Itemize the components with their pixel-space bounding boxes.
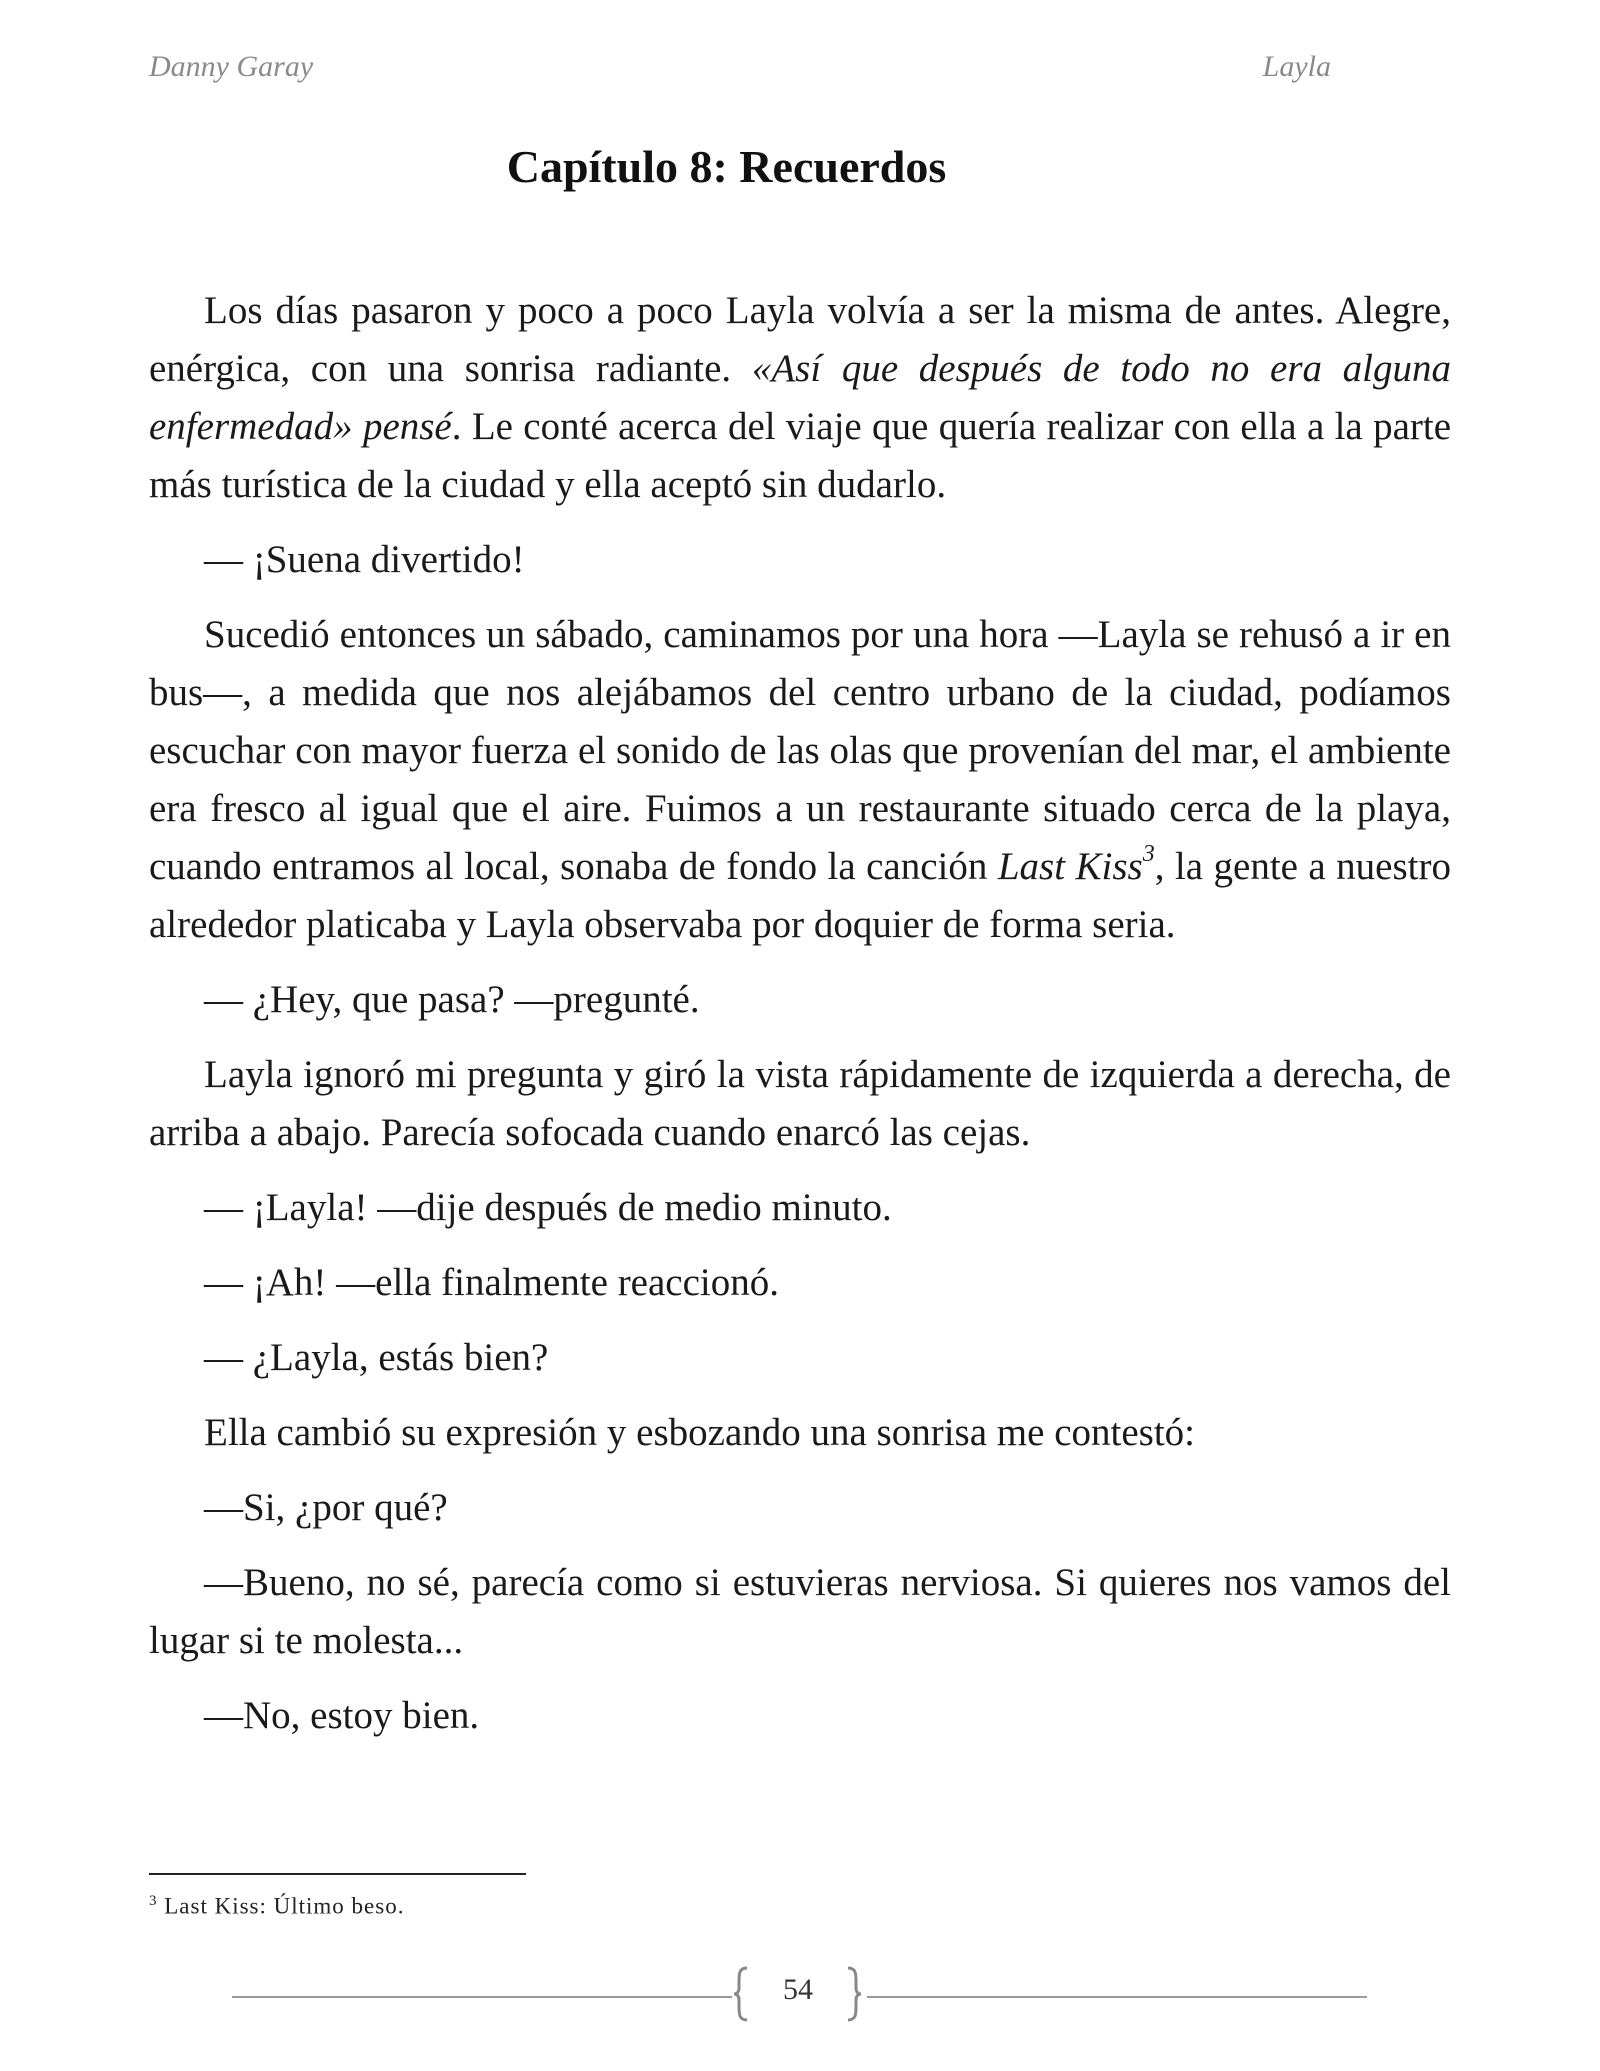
- right-brace-icon: [846, 1966, 862, 2022]
- paragraph-text: Los días pasaron y poco a poco Layla volvía a ser la misma de antes. Alegre, enérgica, con una sonrisa radiante.: [149, 289, 1451, 390]
- dialogue-line: — ¿Hey, que pasa? —pregunté.: [204, 978, 700, 1021]
- song-title: Last Kiss: [997, 845, 1143, 888]
- footnote: [149, 1893, 1149, 1920]
- paragraph-text: . Le conté acerca del viaje que quería realizar con ella a la parte más turística de la ciudad y ella aceptó sin dudarlo.: [149, 405, 1452, 506]
- dialogue-line: —Bueno, no sé, parecía como si estuvieras nerviosa. Si quieres nos vamos del lugar si te molesta...: [149, 1561, 1451, 1662]
- paragraph: Ella cambió su expresión y esbozando una sonrisa me contestó:: [204, 1411, 1195, 1454]
- dialogue-line: —No, estoy bien.: [204, 1694, 480, 1737]
- running-header: [149, 50, 1331, 90]
- header-author: Danny Garay: [149, 50, 314, 83]
- left-brace-icon: [733, 1966, 749, 2022]
- body-text: [149, 282, 1451, 1762]
- dialogue-line: — ¡Ah! —ella finalmente reaccionó.: [204, 1261, 780, 1304]
- paragraph: [149, 282, 1451, 514]
- chapter-title: Capítulo 8: Recuerdos: [506, 141, 947, 192]
- page-footer: [232, 1966, 1367, 2026]
- dialogue-line: — ¿Layla, estás bien?: [204, 1336, 549, 1379]
- header-book-title: Layla: [1262, 50, 1331, 83]
- footer-rule-right: [867, 1996, 1367, 1998]
- paragraph-text: Sucedió entonces un sábado, caminamos por una hora —Layla se rehusó a ir en bus—, a medida que nos alejábamos del centro urbano de la ciudad, podíamos escuchar con mayor fuerza el sonido de las olas que provenían del mar, el ambiente era fresco al igual que el aire. Fuimos a un restaurante situado cerca de la playa, cuando entramos al local, sonaba de fondo la canción: [149, 613, 1451, 888]
- page-number: 54: [783, 1973, 813, 2006]
- footnote-number: 3: [149, 1893, 158, 1909]
- paragraph: Layla ignoró mi pregunta y giró la vista rápidamente de izquierda a derecha, de arriba a abajo. Parecía sofocada cuando enarcó las cejas.: [149, 1053, 1451, 1154]
- footnote-separator: [149, 1873, 526, 1875]
- footer-rule-left: [232, 1996, 732, 1998]
- dialogue-line: — ¡Suena divertido!: [204, 538, 525, 581]
- paragraph-italic: «Así que después de todo no era alguna enfermedad» pensé: [149, 347, 1451, 448]
- footnote-reference[interactable]: 3: [1142, 841, 1155, 867]
- dialogue-line: — ¡Layla! —dije después de medio minuto.: [204, 1186, 892, 1229]
- paragraph-text: , la gente a nuestro alrededor platicaba y Layla observaba por doquier de forma seria.: [149, 845, 1451, 946]
- paragraph: [149, 606, 1451, 954]
- footnote-text: Last Kiss: Último beso.: [164, 1893, 405, 1919]
- dialogue-line: —Si, ¿por qué?: [204, 1486, 448, 1529]
